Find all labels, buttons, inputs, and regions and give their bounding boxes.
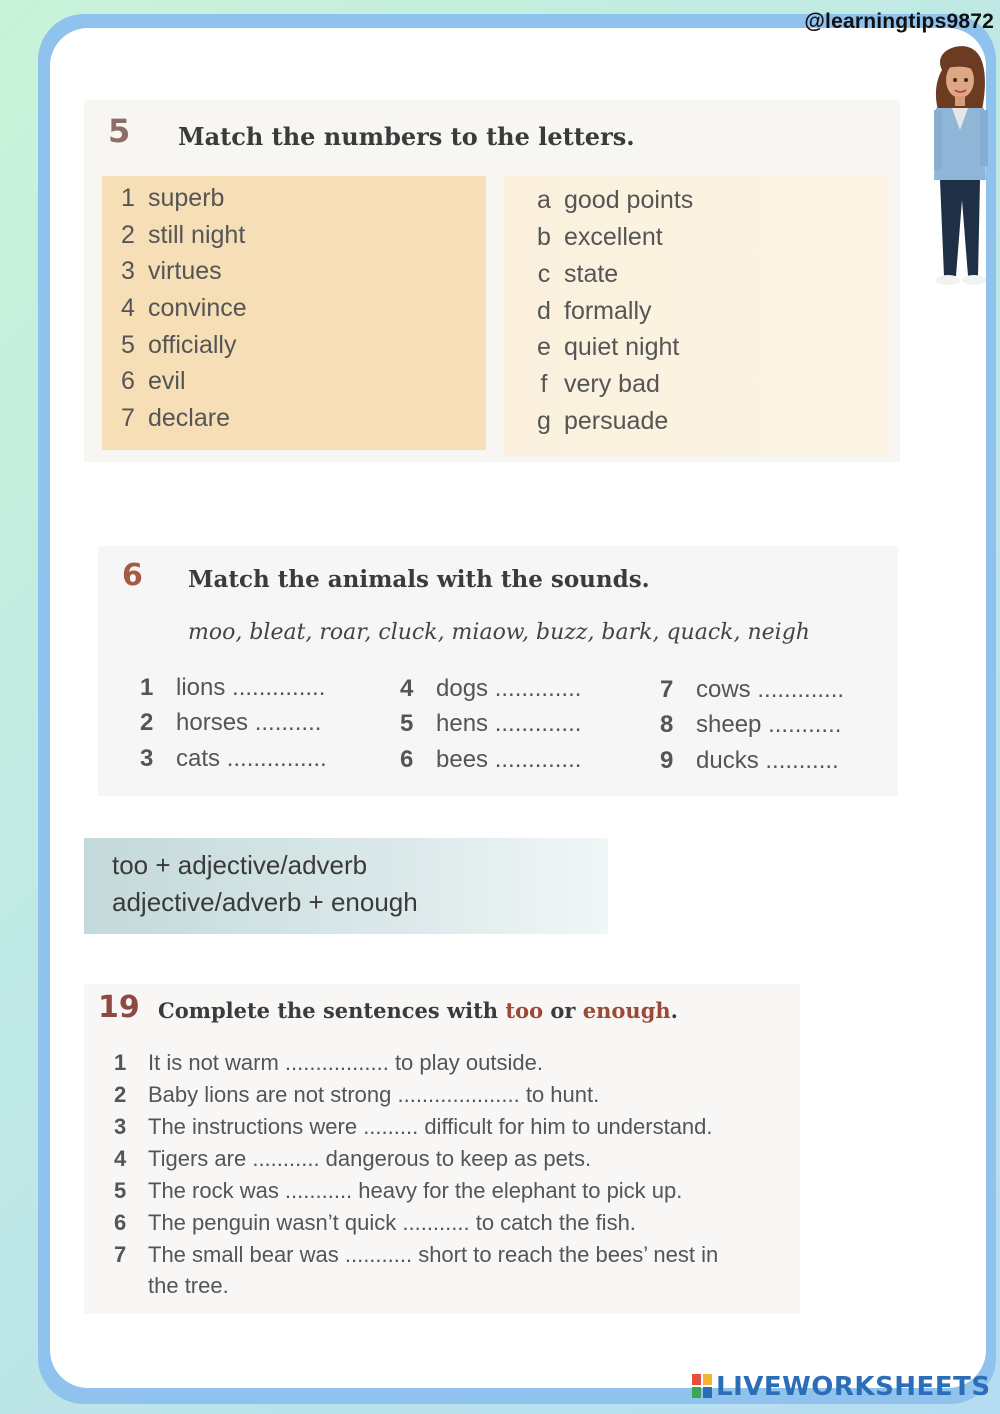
meanings-column — [504, 176, 890, 456]
exercise-number: 19 — [98, 990, 140, 1025]
grammar-rule-2: adjective/adverb + enough — [112, 887, 418, 917]
animal-item: 9 ducks ........... — [660, 747, 839, 774]
exercise-5 — [84, 100, 900, 462]
meaning-item: b excellent — [537, 223, 663, 251]
exercise-number: 5 — [108, 112, 131, 150]
animal-item: 1 lions .............. — [140, 674, 326, 701]
meaning-item: g persuade — [537, 407, 669, 435]
word-item: 6 evil — [121, 367, 186, 395]
sentence-item[interactable]: 4 Tigers are ........... dangerous to keep as pets. — [114, 1146, 592, 1171]
exercise-19 — [84, 984, 800, 1314]
animal-item: 6 bees ............. — [400, 746, 582, 773]
animal-item: 4 dogs ............. — [400, 675, 582, 702]
answer-blank[interactable]: ............. — [757, 676, 845, 703]
answer-blank[interactable]: ............... — [226, 745, 327, 772]
word-item: 2 still night — [121, 221, 246, 249]
liveworksheets-logo: LIVEWORKSHEETS — [692, 1372, 991, 1402]
answer-blank[interactable]: ............. — [494, 675, 582, 702]
animal-item: 2 horses .......... — [140, 709, 322, 736]
exercise-6 — [98, 546, 898, 796]
answer-blank[interactable]: ........... — [765, 747, 839, 774]
answer-blank[interactable]: .......... — [254, 709, 322, 736]
word-item: 5 officially — [121, 331, 237, 359]
sounds-word-list: moo, bleat, roar, cluck, miaow, buzz, bark, quack, neigh — [188, 620, 810, 645]
meaning-item: a good points — [537, 186, 694, 214]
grammar-box — [84, 838, 608, 934]
exercise-title: Match the animals with the sounds. — [188, 566, 650, 593]
sentence-item[interactable]: 2 Baby lions are not strong .................... to hunt. — [114, 1082, 600, 1107]
word-item: 4 convince — [121, 294, 247, 322]
word-item: 1 superb — [121, 184, 225, 212]
sentence-item[interactable]: 1 It is not warm ................. to play outside. — [114, 1050, 543, 1075]
answer-blank[interactable]: ............. — [494, 710, 582, 737]
sentence-item-continued: the tree. — [148, 1273, 229, 1298]
word-item: 7 declare — [121, 404, 230, 432]
sentence-item[interactable]: 3 The instructions were ......... difficult for him to understand. — [114, 1114, 713, 1139]
sentence-item[interactable]: 5 The rock was ........... heavy for the elephant to pick up. — [114, 1178, 683, 1203]
liveworksheets-icon — [692, 1374, 712, 1398]
sentence-item[interactable]: 7 The small bear was ........... short to reach the bees’ nest in — [114, 1242, 719, 1267]
exercise-number: 6 — [122, 558, 143, 593]
meaning-item: f very bad — [540, 370, 660, 398]
animal-item: 3 cats ............... — [140, 745, 327, 772]
animal-item: 7 cows ............. — [660, 676, 845, 703]
avatar-illustration — [922, 40, 998, 296]
meaning-item: d formally — [537, 297, 652, 325]
meaning-item: e quiet night — [537, 333, 680, 361]
answer-blank[interactable]: .............. — [232, 674, 326, 701]
animal-item: 8 sheep ........... — [660, 711, 842, 738]
exercise-title: Complete the sentences with too or enough. — [158, 998, 678, 1023]
keyword-enough: enough — [582, 998, 671, 1023]
meaning-item: c state — [537, 260, 619, 288]
channel-handle: @learningtips9872 — [804, 10, 994, 33]
answer-blank[interactable]: ........... — [768, 711, 842, 738]
sentence-item[interactable]: 6 The penguin wasn’t quick ........... to catch the fish. — [114, 1210, 636, 1235]
animal-item: 5 hens ............. — [400, 710, 582, 737]
keyword-too: too — [505, 998, 544, 1023]
answer-blank[interactable]: ............. — [494, 746, 582, 773]
exercise-title: Match the numbers to the letters. — [178, 122, 635, 151]
word-item: 3 virtues — [121, 257, 222, 285]
words-column — [102, 176, 486, 450]
grammar-rule-1: too + adjective/adverb — [112, 850, 368, 880]
